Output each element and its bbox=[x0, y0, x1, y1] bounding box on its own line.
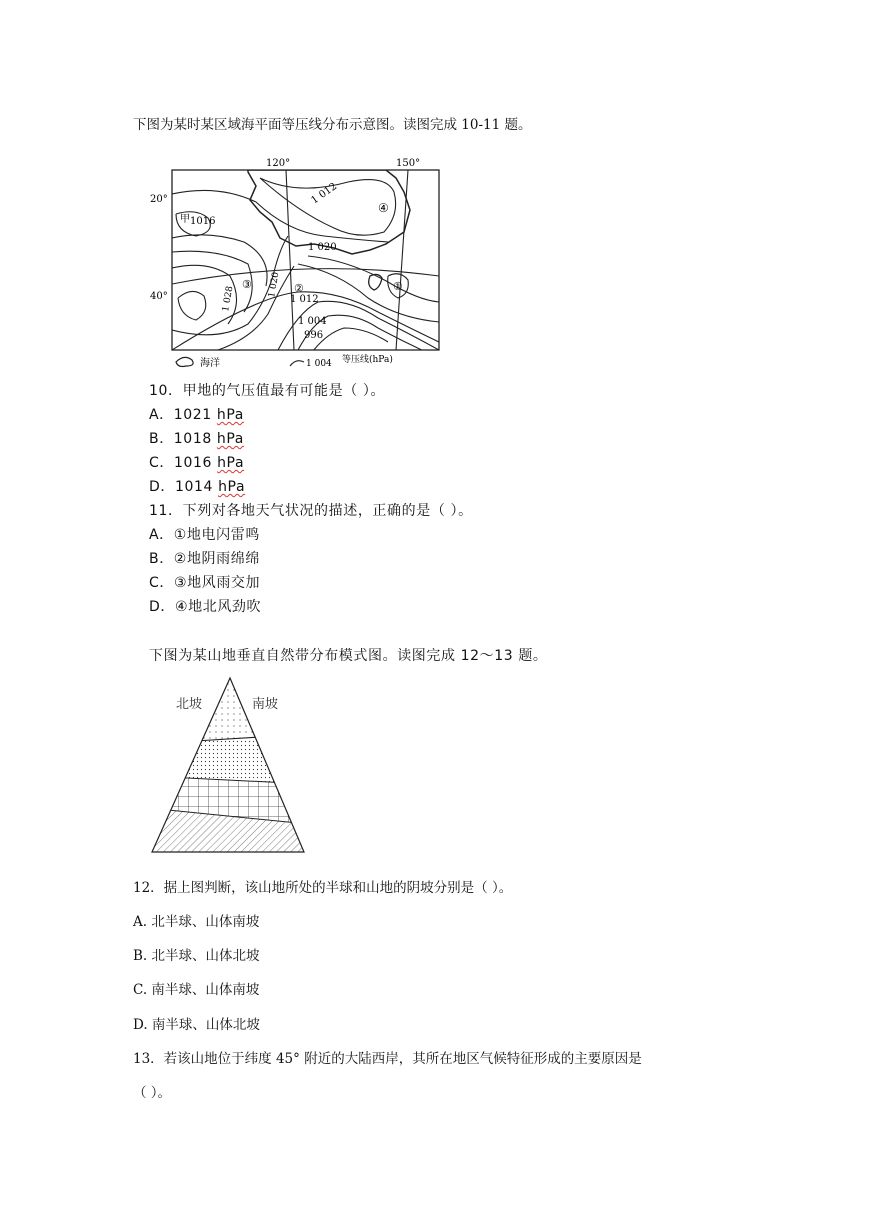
q12-option-a[interactable]: A. 北半球、山体南坡 bbox=[133, 914, 260, 930]
north-slope-label: 北坡 bbox=[176, 697, 203, 712]
q11-option-b[interactable]: B．②地阴雨绵绵 bbox=[149, 551, 260, 567]
legend-ocean-label: 海洋 bbox=[200, 358, 220, 369]
lon-label-150: 150° bbox=[396, 158, 421, 169]
legend-isobar-label: 等压线(hPa) bbox=[342, 355, 393, 365]
q13-stem-cont: （ ）。 bbox=[133, 1085, 172, 1101]
point-3: ③ bbox=[242, 278, 252, 291]
q13-stem: 13．若该山地位于纬度 45° 附近的大陆西岸，其所在地区气候特征形成的主要原因是 bbox=[133, 1051, 642, 1067]
isobar-label: 1 004 bbox=[298, 316, 327, 327]
lat-label-40: 40° bbox=[150, 291, 168, 302]
mountain-diagram bbox=[148, 676, 308, 856]
intro-text-2: 下图为某山地垂直自然带分布模式图。读图完成 12～13 题。 bbox=[149, 648, 548, 664]
zone-2 bbox=[148, 734, 308, 784]
zone-1 bbox=[148, 676, 308, 744]
q10-option-a[interactable]: A．1021 hPa bbox=[149, 407, 244, 423]
q11-option-c[interactable]: C．③地风雨交加 bbox=[149, 575, 261, 591]
point-4: ④ bbox=[378, 201, 389, 215]
q12-stem: 12．据上图判断，该山地所处的半球和山地的阴坡分别是（ ）。 bbox=[133, 880, 513, 896]
q12-option-b[interactable]: B. 北半球、山体北坡 bbox=[133, 948, 260, 964]
q10-stem: 10．甲地的气压值最有可能是（ ）。 bbox=[149, 383, 386, 399]
isobar-label: 1 028 bbox=[221, 285, 236, 313]
lat-label-20: 20° bbox=[150, 194, 168, 205]
q10-option-d[interactable]: D．1014 hPa bbox=[149, 479, 246, 495]
intro-text-1: 下图为某时某区域海平面等压线分布示意图。读图完成 10-11 题。 bbox=[133, 117, 532, 133]
point-2: ② bbox=[294, 282, 304, 295]
q11-stem: 11．下列对各地天气状况的描述，正确的是（ ）。 bbox=[149, 503, 473, 519]
q10-option-c[interactable]: C．1016 hPa bbox=[149, 455, 245, 471]
q12-option-c[interactable]: C. 南半球、山体南坡 bbox=[133, 982, 260, 998]
point-jia: 甲 bbox=[180, 214, 190, 225]
legend-ocean-symbol bbox=[176, 357, 193, 366]
isobar-label: 1016 bbox=[190, 216, 216, 227]
q12-option-d[interactable]: D. 南半球、山体北坡 bbox=[133, 1017, 260, 1033]
lon-label-120: 120° bbox=[266, 158, 291, 169]
isobar-label: 1 020 bbox=[308, 242, 337, 253]
isobar-label: 1 012 bbox=[309, 181, 340, 207]
legend-isobar-symbol bbox=[290, 361, 304, 366]
isobar-label: 1 020 bbox=[267, 271, 282, 299]
south-slope-label: 南坡 bbox=[252, 697, 279, 712]
q11-option-a[interactable]: A．①地电闪雷鸣 bbox=[149, 527, 260, 543]
isobar-label: 1 012 bbox=[290, 294, 319, 305]
point-1: ① bbox=[393, 280, 403, 293]
legend-isobar-value: 1 004 bbox=[306, 359, 332, 369]
isobar-label: 996 bbox=[304, 330, 324, 341]
q11-option-d[interactable]: D．④地北风劲吹 bbox=[149, 599, 262, 615]
q10-option-b[interactable]: B．1018 hPa bbox=[149, 431, 244, 447]
isobar-map bbox=[148, 152, 448, 374]
